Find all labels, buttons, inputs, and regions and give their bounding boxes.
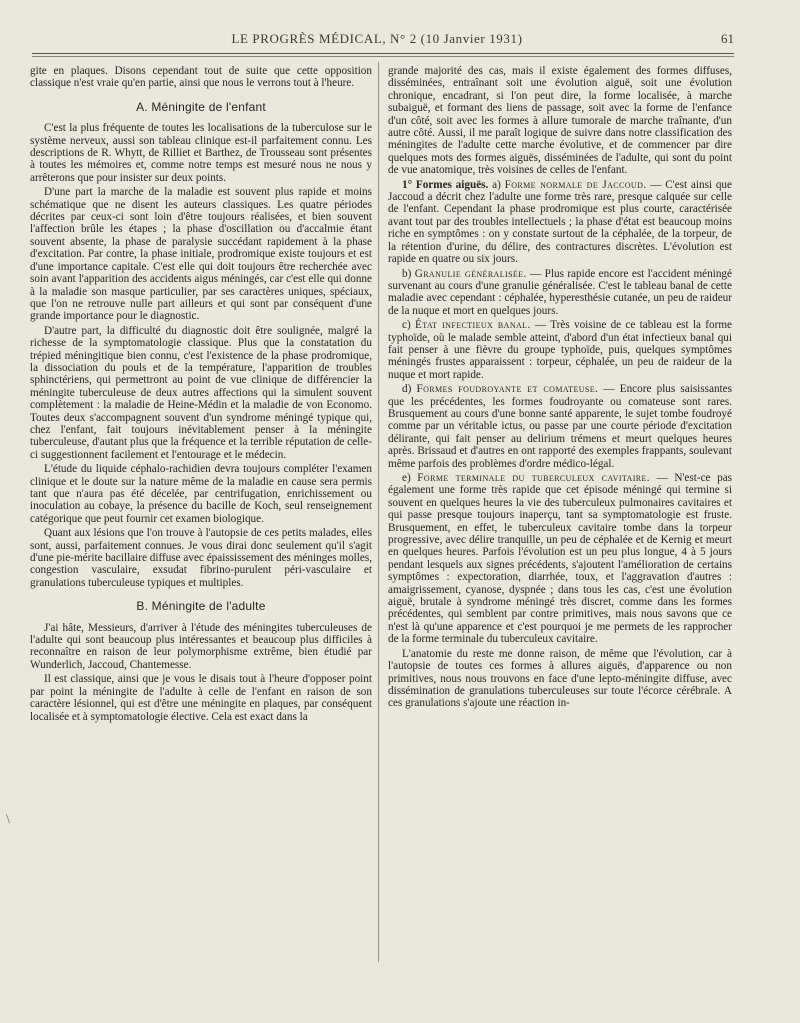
paragraph: Quant aux lésions que l'on trouve à l'autopsie de ces petits malades, elles sont, aussi, parfaitement connues. Je vous dirai donc seulement qu'il s'agit d'une pie-mérite bacillaire diffuse avec épaississement des méninges molles, congestion vasculaire, exsudat fibrino-purulent péri-vasculaire et granulations tuberculeuse typiques et multiples. — [30, 527, 372, 589]
right-column — [388, 65, 732, 712]
item-body: — Encore plus saisissantes que les précédentes, les formes foudroyante ou comateuse sont rares. Brusquement au cours d'une bonne santé apparente, le sujet tombe foudroyé comme par un véritable ictus, ou passe par une courte période d'excitation délirante, qui fait penser au delirium trémens et meurt quelques heures après. Brissaud et d'autres en ont rapporté des exemples frappants, soulevant même parfois des problèmes d'ordre médico-légal. — [388, 383, 732, 470]
paragraph-forme-terminale — [388, 472, 732, 646]
item-letter: e) — [402, 472, 418, 484]
item-body: — Très voisine de ce tableau est la forme typhoïde, où le malade semble atteint, d'abord d'un état infectieux banal qui fait penser à une fièvre du groupe typhoïde, puis, quelques symptômes méningés frustes apparaissent : torpeur, céphalée, un peu de raideur de la nuque et mort rapide. — [388, 319, 732, 381]
item-letter: c) — [402, 319, 415, 332]
paragraph: J'ai hâte, Messieurs, d'arriver à l'étude des méningites tuberculeuses de l'adulte qui sont beaucoup plus intéressantes et beaucoup plus difficiles à reconnaître en raison de leur polymorphisme extrême, bien étudié par Wunderlich, Jaccoud, Chantemesse. — [30, 621, 372, 671]
item-body: — N'est-ce pas également une forme très rapide que cet épisode méningé qui termine si souvent en quelques heures la vie des tuberculeux pulmonaires cavitaires et qui passe presque toujours inaperçu, tant sa symptomatologie est fruste. Brusquement, en effet, le tuberculeux cavitaire tombe dans la torpeur progressive, avec délire tranquille, un peu de céphalée et de Kernig et meurt en quelques heures. Parfois l'évolution est un peu plus longue, 4 à 5 jours pendant lesquels aux signes précédents, s'ajoutent l'amélioration de certains symptômes : expectoration, diarrhée, toux, et l'aggravation d'autres : amaigrissement, cyanose, dyspnée ; dans tous les cas, c'est une évolution aiguë, brutale à syndrome méningé très discret, comme dans les formes précédentes, qui semblent par contre primitives, mais nous savons que ce n'est là qu'une apparence et c'est pourquoi je me permets de les rapprocher de la forme terminale du tuberculeux cavitaire. — [388, 472, 733, 646]
running-header — [32, 31, 734, 49]
paragraph-granulie — [388, 268, 732, 318]
paragraph: L'étude du liquide céphalo-rachidien devra toujours compléter l'examen clinique et le doute sur la nature même de la maladie en cause sera permis tant que n'aura pas été décelée, par centrifugation, enrichissement ou inoculation au cobaye, la présence du bacille de Koch, seul renseignement catégorique que peut fournir cet examen biologique. — [30, 463, 372, 525]
margin-mark: \ — [6, 812, 10, 827]
paragraph-forme-jaccoud — [388, 179, 732, 266]
subsection-lead: 1° Formes aiguës. — [402, 178, 489, 191]
header-rule — [32, 53, 734, 54]
paragraph: C'est la plus fréquente de toutes les localisations de la tuberculose sur le système nerveux, aussi son tableau clinique est-il parfaitement connu. Les descriptions de R. Whytt, de Rilliet et Barthez, de Trousseau sont présentes à toutes les mémoires et, comme notre temps est mesuré nous ne nous y arrêterons que pour insister sur deux points. — [30, 122, 372, 184]
item-letter: d) — [402, 383, 417, 396]
paragraph: D'une part la marche de la maladie est souvent plus rapide et moins schématique que ne disent les auteurs classiques. Les quatre périodes décrites par ceux-ci sont loin d'être toujours réalisées, et bien souvent l'affection brûle les étapes ; la phase d'oscillation ou d'accalmie étant souvent absente, la phase de paralysie succédant rapidement à la phase d'excitation. Par contre, la phase initiale, prodromique existe toujours et est d'une importance capitale. C'est elle qui doit toujours être recherchée avec soin avant l'apparition des accidents aigus méningés, car c'est elle qui donne à la maladie son masque particulier, par ses caractères uniques, spéciaux, que l'on ne retrouve nulle part ailleurs et qui sont par conséquent d'une grande importance pour le diagnostic. — [30, 186, 372, 323]
paragraph: gite en plaques. Disons cependant tout de suite que cette opposition classique n'est vraie qu'en partie, ainsi que nous le verrons tout à l'heure. — [30, 65, 372, 90]
column-divider — [378, 62, 379, 962]
item-letter: b) — [402, 267, 415, 280]
paragraph: Il est classique, ainsi que je vous le disais tout à l'heure d'opposer point par point la méningite de l'adulte à celle de l'enfant en raison de son caractère lésionnel, qui est d'être une méningite en plaques, par conséquent localisée et à symptomatologie élective. Cela est exact dans la — [30, 673, 372, 723]
paragraph: D'autre part, la difficulté du diagnostic doit être soulignée, malgré la richesse de la symptomatologie classique. Plus que la constatation du trépied méningitique bien connu, c'est l'existence de la phase prodromique, la dissociation du pouls et de la température, l'apparition de troubles sphinctériens, qui permettront au point de vue clinique de différencier la méningite tuberculeuse de deux autres affections qui la simulent souvent complètement : la maladie de Heine-Médin et la maladie de von Economo. Toutes deux s'accompagnent souvent d'un syndrome méningé typique qui, chez l'enfant, fait toujours inévitablement penser à la méningite tuberculeuse, d'autant plus que la fréquence et la terrible réputation de celle-ci suggestionnent facilement et l'entourage et le médecin. — [30, 324, 372, 461]
item-body: — C'est ainsi que Jaccoud a décrit chez l'adulte une forme très rare, presque calquée sur celle de l'enfant. Cependant la phase prodromique est plus courte, caractérisée avant tout par des troubles intellectuels ; la phase d'état est beaucoup moins riche en symptômes : on y constate surtout de la céphalée, de la torpeur, de la rétention d'urine, du délire, des contractures discrètes. L'évolution est rapide en quatre ou six jours. — [388, 178, 732, 266]
section-heading-a: A. Méningite de l'enfant — [136, 99, 266, 114]
paragraph-foudroyante — [388, 383, 732, 470]
item-title: Forme terminale du tuberculeux cavitaire. — [417, 472, 650, 484]
paragraph: grande majorité des cas, mais il existe également des formes diffuses, disséminées, entraînant soit une évolution aiguë, soit une évolution chronique, encadrant, si l'on peut dire, la forme localisée, à marche subaiguë, et formant des liens de passage, soit avec la forme de l'enfance d'un côté, soit avec les formes à allure tumorale de marche traînante, d'un autre côté. Aussi, il me paraît logique de suivre dans notre classification des méningites de l'adulte cette marche évolutive, et de commencer par dire quelques mots des formes aiguës, disséminées de l'adulte, qui sont du point de vue anatomique, très voisines de celles de l'enfant. — [388, 65, 732, 177]
item-title: Forme normale de Jaccoud. — [504, 178, 647, 191]
running-title: LE PROGRÈS MÉDICAL, N° 2 (10 Janvier 1931) — [231, 31, 523, 46]
item-title: État infectieux banal. — [414, 319, 531, 332]
paragraph-etat-infectieux — [388, 319, 732, 381]
header-rule-secondary — [32, 56, 734, 57]
left-column — [30, 65, 372, 725]
paragraph: L'anatomie du reste me donne raison, de même que l'évolution, car à l'autopsie de toutes ces formes à allures aiguës, d'apparence ou non primitives, nous nous trouvons en face d'une lepto-méningite diffuse, avec dissémination de granulations tuberculeuses sur toute l'écorce cérébrale. A ces granulations s'ajoute une réaction in- — [388, 647, 732, 710]
item-body: — Plus rapide encore est l'accident méningé survenant au cours d'une granulie généralisée. C'est le tableau banal de cette maladie avec cependant : céphalée, hyperesthésie cutanée, un peu de raideur de la nuque et mort en quelques jours. — [388, 267, 732, 317]
item-title: Granulie généralisée. — [414, 267, 527, 280]
item-letter: a) — [488, 178, 505, 191]
page-number: 61 — [721, 31, 734, 46]
item-title: Formes foudroyante et comateuse. — [416, 383, 599, 396]
section-heading-b: B. Méningite de l'adulte — [136, 599, 266, 614]
